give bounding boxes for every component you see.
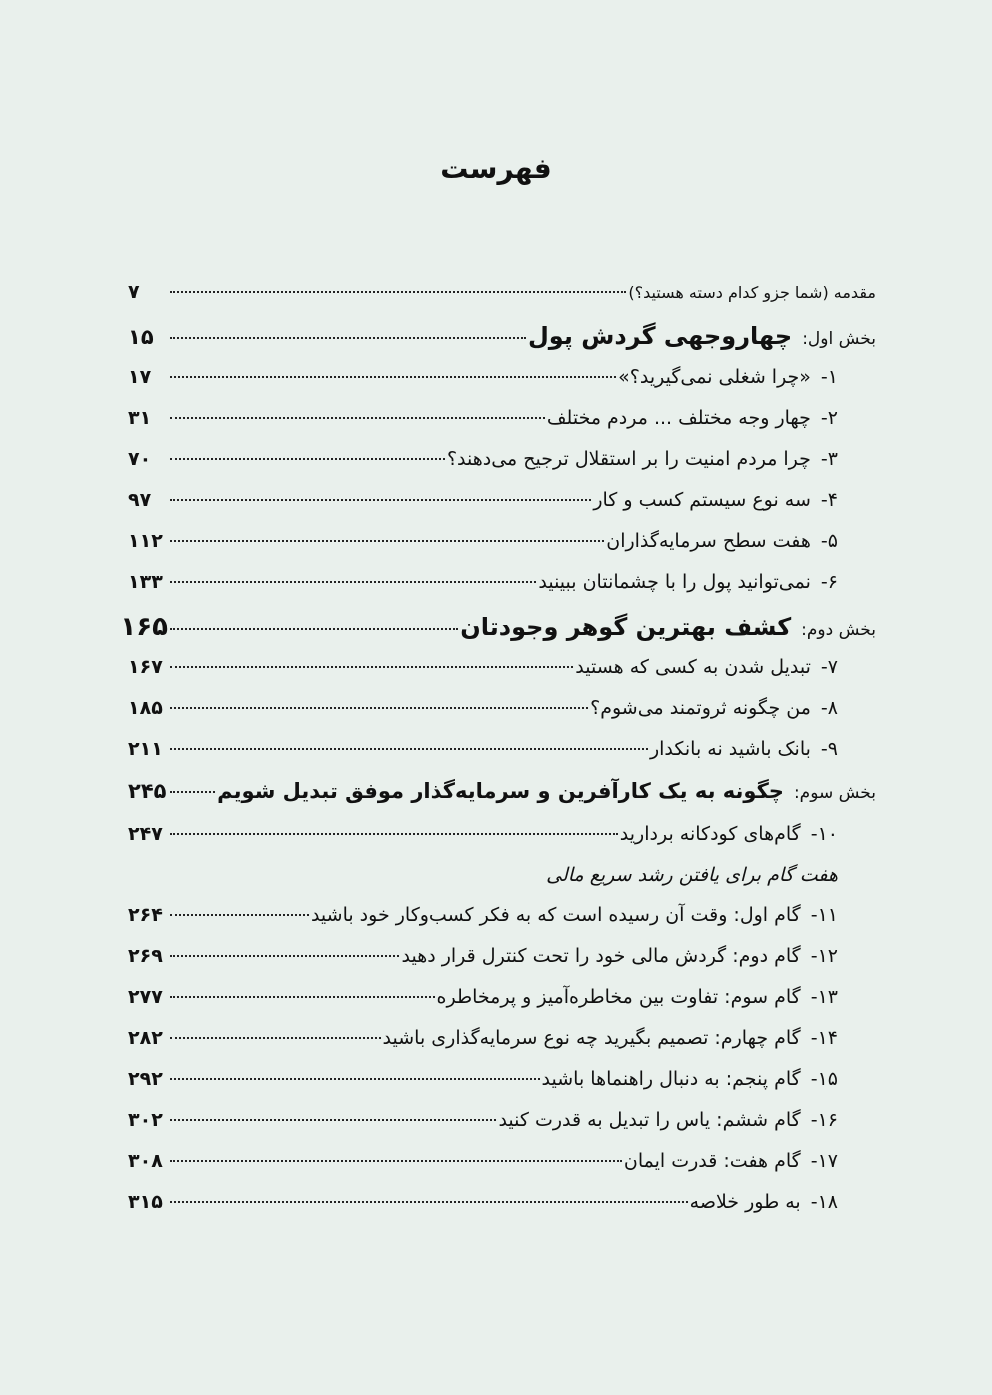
toc-chapter-number: ۱۱- <box>810 904 838 926</box>
toc-chapter-number: ۱۸- <box>810 1191 838 1213</box>
leader-dots <box>170 1078 540 1080</box>
toc-page-number: ۳۱۵ <box>128 1191 163 1213</box>
toc-entry-text: گام اول: وقت آن رسیده است که به فکر کسب‌وکار خود باشید <box>310 904 801 926</box>
toc-page-number: ۱۳۳ <box>128 571 163 593</box>
toc-chapter-3[interactable] <box>128 448 876 489</box>
toc-part-2[interactable] <box>120 612 876 656</box>
toc-part-title: کشف بهترین گوهر وجودتان <box>460 613 792 641</box>
toc-chapter-4[interactable] <box>128 489 876 530</box>
toc-chapter-9[interactable] <box>128 738 876 779</box>
toc-page-number: ۲۶۹ <box>128 945 163 967</box>
leader-dots <box>170 417 545 419</box>
toc-chapter-18[interactable] <box>128 1191 876 1232</box>
toc-part-title: چگونه به یک کارآفرین و سرمایه‌گذار موفق تبدیل شویم <box>217 779 784 803</box>
leader-dots <box>170 791 215 793</box>
toc-entry-text: چهار وجه مختلف ... مردم مختلف <box>546 407 811 429</box>
toc-page-number: ۱۶۷ <box>128 656 163 678</box>
leader-dots <box>170 581 536 583</box>
toc-chapter-number: ۷- <box>820 656 838 678</box>
leader-dots <box>170 1119 496 1121</box>
toc-page-number: ۲۶۴ <box>128 904 163 926</box>
toc-entry-text: «چرا شغلی نمی‌گیرید؟» <box>618 366 811 388</box>
toc-page-number: ۷۰ <box>128 448 152 470</box>
toc-page-number: ۱۵ <box>128 325 154 349</box>
toc-chapter-number: ۱۵- <box>810 1068 838 1090</box>
leader-dots <box>170 707 588 709</box>
toc-chapter-2[interactable] <box>128 407 876 448</box>
toc-entry-text: گام پنجم: به دنبال راهنماها باشید <box>541 1068 801 1090</box>
toc-entry-text: گام ششم: یاس را تبدیل به قدرت کنید <box>498 1109 801 1131</box>
leader-dots <box>170 955 399 957</box>
toc-entry-intro[interactable] <box>128 281 876 322</box>
toc-page-number: ۹۷ <box>128 489 152 511</box>
toc-chapter-5[interactable] <box>128 530 876 571</box>
toc-chapter-number: ۱۶- <box>810 1109 838 1131</box>
leader-dots <box>170 748 648 750</box>
toc-chapter-1[interactable] <box>128 366 876 407</box>
toc-chapter-13[interactable] <box>128 986 876 1027</box>
page-title: فهرست <box>440 152 552 185</box>
toc-chapter-number: ۱- <box>820 366 838 388</box>
toc-chapter-number: ۴- <box>820 489 838 511</box>
toc-entry-text: مقدمه (شما جزو کدام دسته هستید؟) <box>628 283 876 302</box>
toc-chapter-7[interactable] <box>128 656 876 697</box>
leader-dots <box>170 376 616 378</box>
toc-entry-text: سه نوع سیستم کسب و کار <box>593 489 811 511</box>
toc-subheading <box>128 864 876 904</box>
toc-entry-text: بانک باشید نه بانکدار <box>649 738 811 760</box>
toc-chapter-number: ۶- <box>820 571 838 593</box>
toc-chapter-number: ۲- <box>820 407 838 429</box>
toc-entry-text: هفت سطح سرمایه‌گذاران <box>606 530 811 552</box>
leader-dots <box>170 666 573 668</box>
toc-page-number: ۲۷۷ <box>128 986 163 1008</box>
leader-dots <box>170 291 626 293</box>
leader-dots <box>170 499 591 501</box>
leader-dots <box>170 628 458 630</box>
toc-page-number: ۳۰۸ <box>128 1150 163 1172</box>
toc-page-number: ۲۹۲ <box>128 1068 163 1090</box>
leader-dots <box>170 1201 688 1203</box>
toc-chapter-number: ۱۴- <box>810 1027 838 1049</box>
toc-entry-text: نمی‌توانید پول را با چشمانتان ببینید <box>538 571 811 593</box>
toc-chapter-number: ۱۷- <box>810 1150 838 1172</box>
leader-dots <box>170 996 435 998</box>
toc-chapter-6[interactable] <box>128 571 876 612</box>
toc-entry-text: تبدیل شدن به کسی که هستید <box>575 656 811 678</box>
toc-chapter-16[interactable] <box>128 1109 876 1150</box>
toc-chapter-12[interactable] <box>128 945 876 986</box>
toc-page-number: ۱۸۵ <box>128 697 163 719</box>
toc-entry-text: گام دوم: گردش مالی خود را تحت کنترل قرار دهید <box>401 945 801 967</box>
toc-entry-text: چرا مردم امنیت را بر استقلال ترجیح می‌دهند؟ <box>446 448 811 470</box>
toc-entry-text: به طور خلاصه <box>689 1191 801 1213</box>
toc-entry-text: گام هفت: قدرت ایمان <box>623 1150 801 1172</box>
toc-subheading-text: هفت گام برای یافتن رشد سریع مالی <box>546 864 838 886</box>
toc-page-number: ۲۱۱ <box>128 738 163 760</box>
toc-page-number: ۱۷ <box>128 366 152 388</box>
toc-part-1[interactable] <box>128 322 876 366</box>
toc-page-number: ۱۶۵ <box>120 612 168 642</box>
toc-part-prefix: بخش اول: <box>802 329 876 349</box>
toc-entry-text: من چگونه ثروتمند می‌شوم؟ <box>590 697 811 719</box>
toc-chapter-number: ۵- <box>820 530 838 552</box>
toc-page-number: ۳۱ <box>128 407 152 429</box>
toc-chapter-number: ۸- <box>820 697 838 719</box>
toc-page-number: ۳۰۲ <box>128 1109 163 1131</box>
toc-part-prefix: بخش دوم: <box>801 620 876 640</box>
toc-chapter-15[interactable] <box>128 1068 876 1109</box>
toc-chapter-number: ۹- <box>820 738 838 760</box>
toc-chapter-number: ۳- <box>820 448 838 470</box>
toc-part-title: چهاروجهی گردش پول <box>527 322 793 350</box>
leader-dots <box>170 1160 622 1162</box>
toc-part-3[interactable] <box>128 779 876 823</box>
toc-page-number: ۲۴۷ <box>128 823 163 845</box>
leader-dots <box>170 540 604 542</box>
toc-chapter-17[interactable] <box>128 1150 876 1191</box>
leader-dots <box>170 914 309 916</box>
leader-dots <box>170 458 445 460</box>
leader-dots <box>170 1037 381 1039</box>
toc-chapter-number: ۱۲- <box>810 945 838 967</box>
toc-chapter-11[interactable] <box>128 904 876 945</box>
toc-part-prefix: بخش سوم: <box>793 783 876 803</box>
table-of-contents <box>120 281 876 1232</box>
toc-page-number: ۷ <box>128 281 140 303</box>
toc-chapter-number: ۱۳- <box>810 986 838 1008</box>
toc-page-number: ۱۱۲ <box>128 530 163 552</box>
toc-page-number: ۲۴۵ <box>128 779 167 803</box>
toc-chapter-10[interactable] <box>128 823 876 864</box>
leader-dots <box>170 833 618 835</box>
leader-dots <box>170 337 526 339</box>
toc-entry-text: گام‌های کودکانه بردارید <box>619 823 801 845</box>
toc-entry-text: گام سوم: تفاوت بین مخاطره‌آمیز و پرمخاطره <box>436 986 801 1008</box>
toc-chapter-14[interactable] <box>128 1027 876 1068</box>
toc-page-number: ۲۸۲ <box>128 1027 163 1049</box>
toc-entry-text: گام چهارم: تصمیم بگیرید چه نوع سرمایه‌گذاری باشید <box>382 1027 801 1049</box>
toc-chapter-number: ۱۰- <box>810 823 838 845</box>
toc-chapter-8[interactable] <box>128 697 876 738</box>
